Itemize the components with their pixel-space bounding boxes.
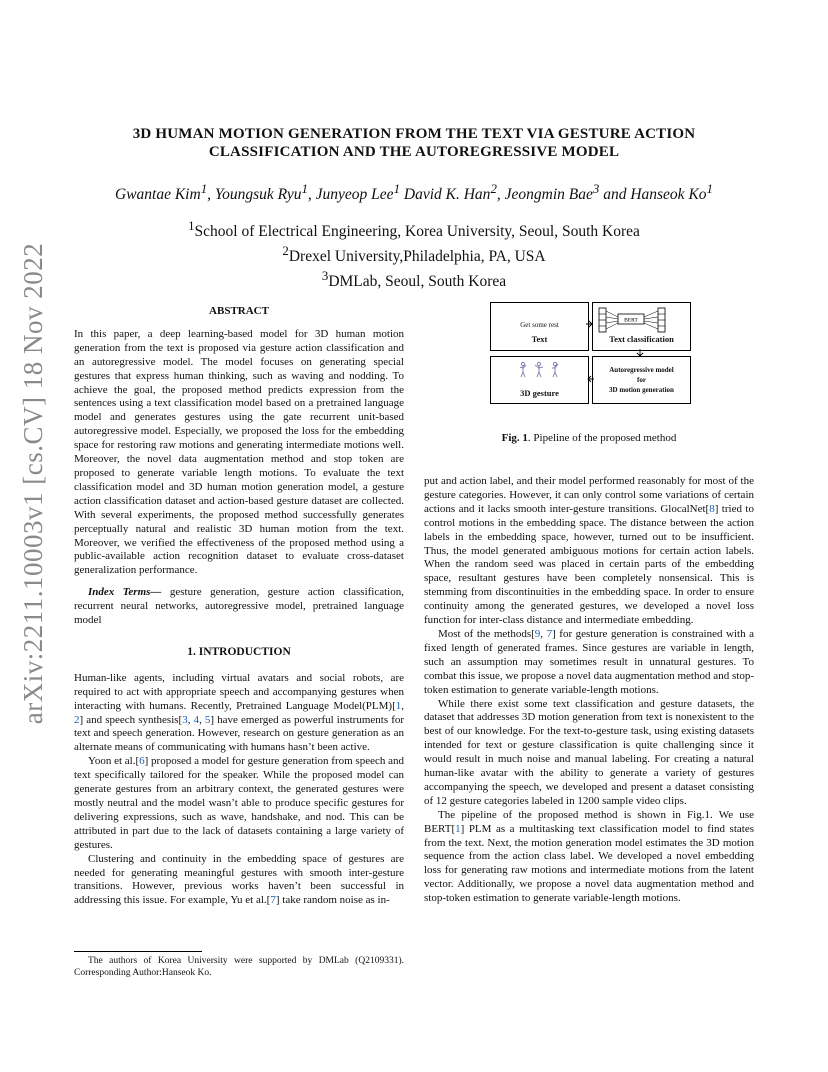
citation-link[interactable]: 1 (395, 699, 402, 712)
figure-gesture-label: 3D gesture (520, 388, 559, 398)
left-column (74, 305, 404, 908)
author-list (60, 180, 768, 204)
figure-caption (424, 432, 754, 444)
figure-gesture-box (490, 356, 589, 404)
right-paragraph-2: Most of the methods[9, 7] for gesture generation is constrained with a fixed length of generated frames. Since gestures are variable in length, such an assumption may sometimes result in unnatural gestures. To combat this issue, we propose a novel data augmentation method and stop-token estimation to generate variable-length motions. (424, 627, 755, 696)
affiliation: $^1$School of Electrical Engineering, Korea University, Seoul, South Korea (188, 218, 640, 241)
intro-paragraph-3: Clustering and continuity in the embedding space of gestures are needed for generating meaningful gestures with smooth inter-gesture transitions. However, previous works haven’t been successful in addressing this issue. For example, Yu et al.[7] take random noise as in- (74, 852, 404, 907)
footnote-rule (74, 951, 202, 952)
footnote (74, 955, 404, 979)
figure-autoregressive-box (592, 356, 691, 404)
author: Hanseok Ko$^1$ (630, 181, 713, 204)
index-terms-text: gesture generation, gesture action classification, recurrent neural networks, autoregressive model, pretrained language model (74, 586, 404, 627)
citation-link[interactable]: 5 (204, 713, 211, 726)
right-paragraph-1: put and action label, and their model performed reasonably for most of the gesture categories. However, it can only control some variations of certain actions and it lacks smooth inter-gesture transitions. GlocalNet[8] tried to control motions in the embedding space. The distance between the action labels in the embedding space, however, turned out to be insufficient. Thus, the model generated ambiguous motions for certain action labels. When the random seed was placed in certain parts of the embedding space, resultant gestures have been completely nonsensical. This is stemming from discontinuities in the embedding space. In order to ensure continuity among the generated gestures, we developed a novel loss function for inter-class distance and intermediate embedding. (424, 475, 754, 627)
author: Jeongmin Bae$^3$ and (504, 181, 631, 204)
citation-link[interactable]: 4 (193, 713, 200, 726)
abstract-text: In this paper, a deep learning-based model for 3D human motion generation from the text is proposed via gesture action classification and an autoregressive model. The model focuses on generating special gestures that express human thinking, such as waving and nodding. To achieve the goal, the proposed method predicts expression from the sentences using a text classification model based on a pretrained language model and generates gestures using the gate recurrent unit-based autoregressive model. Especially, we proposed the loss for the embedding space for restoring raw motions and generating intermediate motions well. Moreover, the novel data augmentation method and stop token are proposed to generate variable length motions. To evaluate the text classification model and 3D human motion generation model, a gesture action classification dataset and action-based gesture dataset are collected. With several experiments, the proposed method successfully generates perceptually natural and realistic 3D human motion from the text. Moreover, we verified the effectiveness of the proposed method using a public-available action recognition dataset to evaluate cross-dataset generalization performance. (74, 327, 404, 577)
figure-autoregressive-line3: 3D motion generation (609, 386, 674, 394)
affiliation: $^2$Drexel University,Philadelphia, PA, USA (282, 243, 546, 266)
figure-1 (490, 302, 691, 402)
intro-paragraph-2: Yoon et al.[6] proposed a model for gesture generation from speech and text specifically tailored for the speaker. While the proposed model can generate gestures from an arbitrary context, the generated gestures were mostly neutral and the model wasn’t able to produce specific gestures for delivering expressions, such as wave, handshake, and nod. This can be attributed in part due to the lack of datasets containing a large variety of gestures. (74, 755, 404, 851)
arrow-right-icon (586, 320, 594, 328)
intro-heading: 1. INTRODUCTION (187, 645, 291, 658)
figure-example-text: Get some rest (520, 321, 559, 329)
right-paragraph-4: The pipeline of the proposed method is shown in Fig.1. We use BERT[1] PLM as a multitasking text classification model to find states from the text. Next, the motion generation model estimates the 3D motion sequence from the action class label. We developed a novel embedding loss for generating raw motions and intermediate motions from the latent vector. Additionally, we propose a novel data augmentation method and stop-token estimation to generate variable-length motions. (424, 808, 754, 905)
arxiv-identifier-text: arXiv:2211.10003v1 [cs.CV] 18 Nov 2022 (18, 242, 49, 724)
title-line-1: 3D HUMAN MOTION GENERATION FROM THE TEXT VIA GESTURE ACTION (132, 126, 696, 142)
right-paragraph-3: While there exist some text classification and gesture datasets, the dataset that addresses 3D motion generation from text is nonexistent to the best of our knowledge. For the text-to-gesture task, using existing datasets intended for text or gesture classification is quite challenging since it would result in much noise and manual labeling. For creating a natural human-like avatar with the ability to generate a variety of gestures accompanying the speech, we developed and present a dataset consisting of 12 gesture categories labeled in 1200 sample video clips. (424, 697, 754, 807)
bert-network-diagram (596, 306, 687, 334)
intro-paragraph-1: Human-like agents, including virtual avatars and social robots, are required to act with appropriate speech and accompanying gestures when interacting with humans. Recently, Pretrained Language Model(PLM)[1, 2] and speech synthesis[3, 4, 5] have emerged as powerful instruments for text and speech generation. However, research on gesture generation as an alternate means of communicating with humans hasn’t been active. (74, 671, 405, 754)
figure-classification-box (592, 302, 691, 351)
citation-link[interactable]: 9 (534, 627, 541, 640)
citation-link[interactable]: 2 (74, 713, 80, 726)
citation-link[interactable]: 3 (182, 713, 188, 726)
figure-text-label: Text (531, 334, 548, 344)
footnote-text: The authors of Korea University were supported by DMLab (Q2109331). Corresponding Author:Hanseok Ko. (74, 956, 404, 978)
figure-autoregressive-line2: for (637, 376, 646, 384)
title-line-2: CLASSIFICATION AND THE AUTOREGRESSIVE MODEL (208, 144, 620, 160)
figure-caption-text: . Pipeline of the proposed method (527, 432, 677, 444)
abstract-heading: ABSTRACT (209, 305, 269, 317)
author: Gwantae Kim$^1$, (115, 181, 215, 204)
figure-caption-label: Fig. 1 (501, 432, 528, 444)
bert-label: BERT (624, 317, 638, 324)
author: Junyeop Lee$^1$ (315, 181, 401, 204)
citation-link[interactable]: 7 (270, 894, 276, 907)
author: Youngsuk Ryu$^1$, (214, 181, 316, 204)
figure-autoregressive-line1: Autoregressive model (609, 366, 674, 374)
citation-link[interactable]: 6 (139, 755, 145, 768)
citation-link[interactable]: 1 (455, 822, 461, 835)
affiliation-list (100, 216, 728, 291)
right-column (424, 475, 754, 906)
arxiv-identifier (12, 242, 56, 724)
citation-link[interactable]: 7 (546, 627, 553, 640)
author: David K. Han$^2$, (403, 181, 505, 204)
figure-text-box (490, 302, 589, 351)
paper-title (80, 125, 748, 161)
gesture-figures-icon (517, 361, 563, 379)
citation-link[interactable]: 8 (709, 502, 715, 515)
index-terms (74, 586, 404, 628)
affiliation: $^3$DMLab, Seoul, South Korea (321, 268, 507, 291)
figure-classification-label: Text classification (609, 334, 674, 344)
index-terms-label: Index Terms— (88, 586, 162, 599)
